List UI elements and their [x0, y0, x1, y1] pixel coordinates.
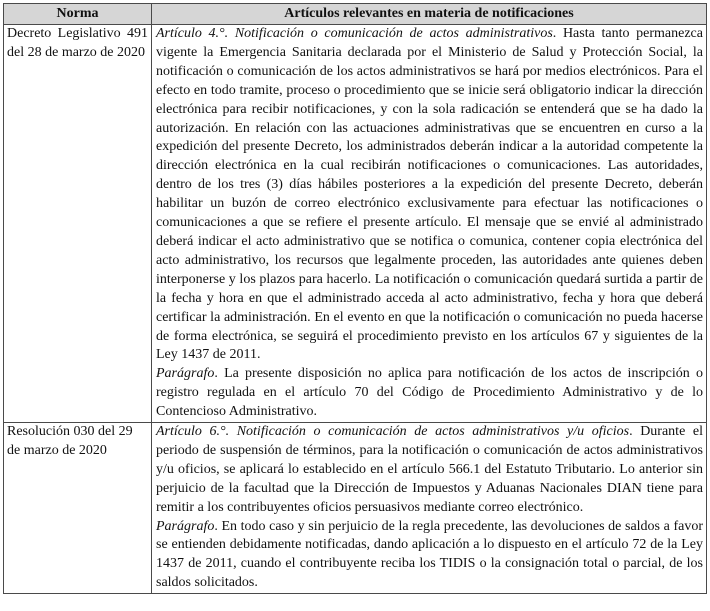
- table-header-row: [4, 4, 707, 25]
- article-paragraph: [156, 25, 703, 365]
- paragrafo-heading: Parágrafo: [156, 366, 215, 382]
- article-heading: Artículo 4.°. Notificación o comunicación de actos administrativos: [156, 26, 553, 41]
- table-row: [4, 423, 707, 594]
- article-paragraph: [156, 423, 703, 518]
- header-articulos: Artículos relevantes en materia de notificaciones: [152, 4, 707, 25]
- paragrafo-paragraph: [156, 365, 703, 422]
- article-body: . Durante el periodo de suspensión de términos, para la notificación o comunicación de actos administrativos y/u oficios, se aplicará lo establecido en el artículo 566.1 del Estatuto Tributario. Lo anterior sin perjuicio de la facultad que la Dirección de Impuestos y Aduanas Nacionales DIAN tiene para remitir a los contribuyentes oficios persuasivos mediante correo electrónico.: [156, 424, 703, 515]
- header-norma: Norma: [4, 4, 152, 25]
- article-body: . Hasta tanto permanezca vigente la Emergencia Sanitaria declarada por el Ministerio de Salud y Protección Social, la notificación o comunicación de los actos administrativos se hará por medios electrónicos. Para el efecto en todo tramite, proceso o procedimiento que se inicie será obligatorio indicar la dirección electrónica para recibir notificaciones, y con la sola radicación se entenderá que se ha dado la autorización. En relación con las actuaciones administrativas que se encuentren en curso a la expedición del presente Decreto, los administrados deberán indicar a la autoridad competente la dirección electrónica en la cual recibirán notificaciones o comunicaciones. Las autoridades, dentro de los tres (3) días hábiles posteriores a la expedición del presente Decreto, deberán habilitar un buzón de correo electrónico exclusivamente para efectuar las notificaciones o comunicaciones a que se refiere el presente artículo. El mensaje que se envié al administrado deberá indicar el acto administrativo que se notifica o comunica, contener copia electrónica del acto administrativo, los recursos que legalmente proceden, las autoridades ante quienes deben interponerse y los plazos para hacerlo. La notificación o comunicación quedará surtida a partir de la fecha y hora en que el administrado acceda al acto administrativo, fecha y hora que deberá certificar la administración. En el evento en que la notificación o comunicación no pueda hacerse de forma electrónica, se seguirá el procedimiento previsto en los artículos 67 y siguientes de la Ley 1437 de 2011.: [156, 26, 703, 363]
- norma-cell: Decreto Legislativo 491 del 28 de marzo de 2020: [4, 25, 152, 423]
- paragrafo-body: . En todo caso y sin perjuicio de la regla precedente, las devoluciones de saldos a favor se entienden debidamente notificadas, dando aplicación a lo dispuesto en el artículo 72 de la Ley 1437 de 2011, cuando el contribuyente reciba los TIDIS o la consignación total o parcial, de los saldos solicitados.: [156, 518, 703, 591]
- articles-cell: [152, 423, 707, 594]
- paragrafo-paragraph: [156, 518, 703, 594]
- table-row: [4, 25, 707, 423]
- norma-cell: Resolución 030 del 29 de marzo de 2020: [4, 423, 152, 594]
- article-heading: Artículo 6.°. Notificación o comunicación de actos administrativos y/u oficios: [156, 424, 630, 440]
- paragrafo-heading: Parágrafo: [156, 518, 215, 534]
- notifications-table: [3, 3, 707, 594]
- articles-cell: [152, 25, 707, 423]
- paragrafo-body: . La presente disposición no aplica para notificación de los actos de inscripción o registro regulada en el artículo 70 del Código de Procedimiento Administrativo y de lo Contencioso Administrativo.: [156, 366, 703, 420]
